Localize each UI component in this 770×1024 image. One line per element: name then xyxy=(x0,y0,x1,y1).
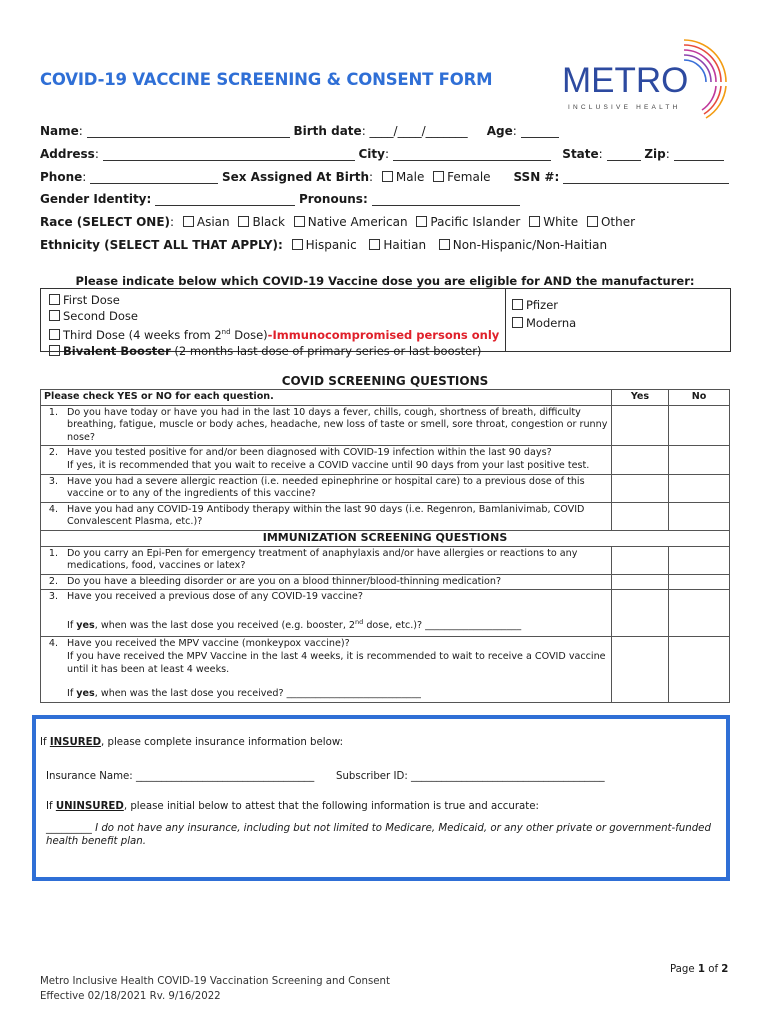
page-of: of xyxy=(705,964,722,975)
city-label: City xyxy=(358,147,385,161)
bivalent-label: Bivalent Booster xyxy=(63,343,171,358)
q4-if: If xyxy=(67,688,77,700)
yes-cell[interactable] xyxy=(612,446,669,474)
attest-text: I do not have any insurance, including but not limited to Medicare, Medicaid, or any other private or government-funded health benefit plan. xyxy=(46,823,711,847)
bivalent-note: (2 months last dose of primary series or last booster) xyxy=(170,343,482,358)
immunization-section-title: IMMUNIZATION SCREENING QUESTIONS xyxy=(41,530,730,546)
uninsured-rest: , please initial below to attest that the following information is true and accurate: xyxy=(123,801,539,812)
ethnicity-checkbox[interactable] xyxy=(292,239,303,250)
male-label: Male xyxy=(395,170,425,184)
race-option: Pacific Islander xyxy=(430,215,521,229)
ssn-label: SSN #: xyxy=(513,170,560,184)
first-dose-checkbox[interactable] xyxy=(49,294,60,305)
table-row xyxy=(41,502,730,530)
table-row xyxy=(41,574,730,590)
dose-box xyxy=(40,288,731,358)
race-option: Native American xyxy=(307,215,408,229)
pronouns-field[interactable] xyxy=(372,194,520,206)
table-row xyxy=(41,530,730,546)
dose-heading: Please indicate below which COVID-19 Vaccine dose you are eligible for AND the manufacturer: xyxy=(75,274,695,288)
attest-initial-field[interactable]: _________ xyxy=(46,823,92,834)
zip-field[interactable] xyxy=(674,149,724,161)
race-checkbox[interactable] xyxy=(183,216,194,227)
birth-date-label: Birth date xyxy=(293,124,362,138)
attestation xyxy=(46,822,711,848)
question-number: 3. xyxy=(41,474,65,502)
pfizer-label: Pfizer xyxy=(526,298,559,312)
ethnicity-option: Haitian xyxy=(383,238,427,252)
question-text: Have you had a severe allergic reaction (i.e. needed epinephrine or hospital care) to a previous dose of this vaccine or to any of the ingredients of this vaccine? xyxy=(64,474,612,502)
yes-cell[interactable] xyxy=(612,590,669,637)
female-checkbox[interactable] xyxy=(433,171,444,182)
question-text: Do you have today or have you had in the last 10 days a fever, chills, cough, shortness of breath, difficulty breathing, fatigue, muscle or body aches, headache, new loss of taste or smell, sore throat, congestion or runny nose? xyxy=(64,405,612,446)
insurance-box xyxy=(32,715,730,881)
ethnicity-checkbox[interactable] xyxy=(439,239,450,250)
age-field[interactable] xyxy=(521,126,559,138)
question-number: 1. xyxy=(41,546,65,574)
question-number: 3. xyxy=(41,590,65,637)
table-row xyxy=(41,637,730,702)
name-field[interactable] xyxy=(87,126,290,138)
no-cell[interactable] xyxy=(669,574,730,590)
second-dose-checkbox[interactable] xyxy=(49,310,60,321)
insured-word: INSURED xyxy=(49,737,102,748)
race-checkbox[interactable] xyxy=(416,216,427,227)
insured-if: If xyxy=(40,737,50,748)
table-row xyxy=(41,546,730,574)
question-text: Have you received the MPV vaccine (monkeypox vaccine)? xyxy=(67,638,350,650)
covid-section-title: COVID SCREENING QUESTIONS xyxy=(281,374,489,388)
race-checkbox[interactable] xyxy=(294,216,305,227)
question-number: 1. xyxy=(41,405,65,446)
yes-cell[interactable] xyxy=(612,474,669,502)
uninsured-instruction xyxy=(46,801,539,812)
covid-questions-table xyxy=(40,389,730,703)
q4-end[interactable]: , when was the last dose you received? ____________________________ xyxy=(94,688,421,700)
yes-cell[interactable] xyxy=(612,405,669,446)
no-cell[interactable] xyxy=(669,637,730,702)
question-text: Do you have a bleeding disorder or are you on a blood thinner/blood-thinning medication? xyxy=(64,574,612,590)
male-checkbox[interactable] xyxy=(382,171,393,182)
race-checkbox[interactable] xyxy=(587,216,598,227)
third-dose-label-b: Dose) xyxy=(230,327,268,342)
race-option: White xyxy=(543,215,579,229)
race-label: Race (SELECT ONE) xyxy=(40,215,171,229)
footer-line-2: Effective 02/18/2021 Rv. 9/16/2022 xyxy=(40,991,221,1002)
q3-if: If xyxy=(67,620,77,632)
uninsured-if: If xyxy=(46,801,56,812)
race-checkbox[interactable] xyxy=(238,216,249,227)
address-field[interactable] xyxy=(103,149,355,161)
q3-rest: , when was the last dose you received (e.g. booster, 2 xyxy=(94,620,356,632)
page-current: 1 xyxy=(697,964,705,975)
gender-field[interactable] xyxy=(155,194,295,206)
insured-rest: , please complete insurance information below: xyxy=(101,737,344,748)
race-option: Other xyxy=(600,215,636,229)
female-label: Female xyxy=(447,170,491,184)
gender-label: Gender Identity: xyxy=(40,192,152,206)
footer-line-1: Metro Inclusive Health COVID-19 Vaccination Screening and Consent xyxy=(40,976,391,987)
q3-sup: nd xyxy=(355,617,364,626)
third-dose-checkbox[interactable] xyxy=(49,329,60,340)
yes-cell[interactable] xyxy=(612,502,669,530)
table-row xyxy=(41,590,730,637)
row-name: Name: Birth date: ____/____/_______ Age: xyxy=(40,124,559,138)
birth-date-field[interactable]: ____/____/_______ xyxy=(369,124,468,138)
second-dose-label: Second Dose xyxy=(63,309,138,323)
row-phone: Phone: Sex Assigned At Birth: Male Female SSN #: xyxy=(40,170,729,184)
third-dose-label: Third Dose (4 weeks from 2 xyxy=(63,327,222,342)
race-checkbox[interactable] xyxy=(529,216,540,227)
yes-cell[interactable] xyxy=(612,546,669,574)
q3-end[interactable]: dose, etc.)? ____________________ xyxy=(363,620,522,632)
question-number: 2. xyxy=(41,574,65,590)
no-cell[interactable] xyxy=(669,405,730,446)
pronouns-label: Pronouns: xyxy=(298,192,368,206)
city-field[interactable] xyxy=(393,149,551,161)
page-total: 2 xyxy=(721,964,729,975)
pfizer-checkbox[interactable] xyxy=(512,299,523,310)
first-dose-label: First Dose xyxy=(63,293,120,307)
question-number: 2. xyxy=(41,446,65,474)
subscriber-id-field[interactable]: Subscriber ID: ______________________________________ xyxy=(336,771,605,782)
row-address: Address: City: State: Zip: xyxy=(40,147,724,161)
uninsured-word: UNINSURED xyxy=(55,801,124,812)
ethnicity-option: Hispanic xyxy=(305,238,357,252)
zip-label: Zip xyxy=(644,147,666,161)
page-label: Page xyxy=(670,964,698,975)
ethnicity-option: Non-Hispanic/Non-Haitian xyxy=(452,238,608,252)
yes-cell[interactable] xyxy=(612,574,669,590)
age-label: Age xyxy=(486,124,513,138)
row-gender xyxy=(40,192,520,206)
question-number: 4. xyxy=(41,637,65,702)
row-race: Race (SELECT ONE): Asian Black Native American Pacific Islander White Other xyxy=(40,215,636,229)
question-text: Have you tested positive for and/or been diagnosed with COVID-19 infection within the last 90 days? xyxy=(67,447,552,459)
page-number xyxy=(670,964,728,975)
name-label: Name xyxy=(40,124,79,138)
table-row xyxy=(41,405,730,446)
insured-instruction xyxy=(40,737,343,748)
no-cell[interactable] xyxy=(669,502,730,530)
no-cell[interactable] xyxy=(669,546,730,574)
sex-label: Sex Assigned At Birth xyxy=(221,170,370,184)
question-text: Have you received a previous dose of any COVID-19 vaccine? xyxy=(67,591,363,603)
table-row xyxy=(41,390,730,406)
no-header: No xyxy=(669,390,730,406)
race-option: Black xyxy=(252,215,285,229)
yes-header: Yes xyxy=(612,390,669,406)
metro-logo xyxy=(556,30,736,120)
logo-text: METRO xyxy=(562,61,689,100)
logo-tagline: INCLUSIVE HEALTH xyxy=(568,104,681,111)
no-cell[interactable] xyxy=(669,590,730,637)
ethnicity-label: Ethnicity (SELECT ALL THAT APPLY): xyxy=(40,238,283,252)
phone-label: Phone xyxy=(40,170,83,184)
table-row xyxy=(41,446,730,474)
race-option: Asian xyxy=(196,215,230,229)
no-cell[interactable] xyxy=(669,474,730,502)
moderna-checkbox[interactable] xyxy=(512,317,523,328)
state-field[interactable] xyxy=(607,149,641,161)
immunocompromised-note: -Immunocompromised persons only xyxy=(267,327,500,342)
ethnicity-checkbox[interactable] xyxy=(369,239,380,250)
question-number: 4. xyxy=(41,502,65,530)
covid-instruction: Please check YES or NO for each question. xyxy=(41,390,612,406)
moderna-label: Moderna xyxy=(526,316,577,330)
q3-yes: yes xyxy=(76,620,95,632)
table-row xyxy=(41,474,730,502)
yes-cell[interactable] xyxy=(612,637,669,702)
address-label: Address xyxy=(40,147,95,161)
question-note: If you have received the MPV Vaccine in the last 4 weeks, it is recommended to wait to receive a COVID vaccine until it has been at least 4 weeks. xyxy=(67,650,606,675)
question-note: If yes, it is recommended that you wait to receive a COVID vaccine until 90 days from your last positive test. xyxy=(67,459,590,471)
no-cell[interactable] xyxy=(669,446,730,474)
row-ethnicity xyxy=(40,238,607,252)
third-dose-sup: nd xyxy=(221,328,231,336)
phone-field[interactable] xyxy=(90,172,218,184)
question-text: Do you carry an Epi-Pen for emergency treatment of anaphylaxis and/or have allergies or reactions to any medications, food, vaccines or latex? xyxy=(64,546,612,574)
state-label: State xyxy=(562,147,599,161)
form-title: COVID-19 VACCINE SCREENING & CONSENT FORM xyxy=(40,70,493,89)
ssn-field[interactable] xyxy=(563,172,729,184)
question-text: Have you had any COVID-19 Antibody therapy within the last 90 days (i.e. Regenron, Bamlanivimab, COVID Convalescent Plasma, etc.)? xyxy=(64,502,612,530)
bivalent-checkbox[interactable] xyxy=(49,345,60,356)
insurance-name-field[interactable]: Insurance Name: ___________________________________ xyxy=(46,771,315,782)
q4-yes: yes xyxy=(76,688,95,700)
